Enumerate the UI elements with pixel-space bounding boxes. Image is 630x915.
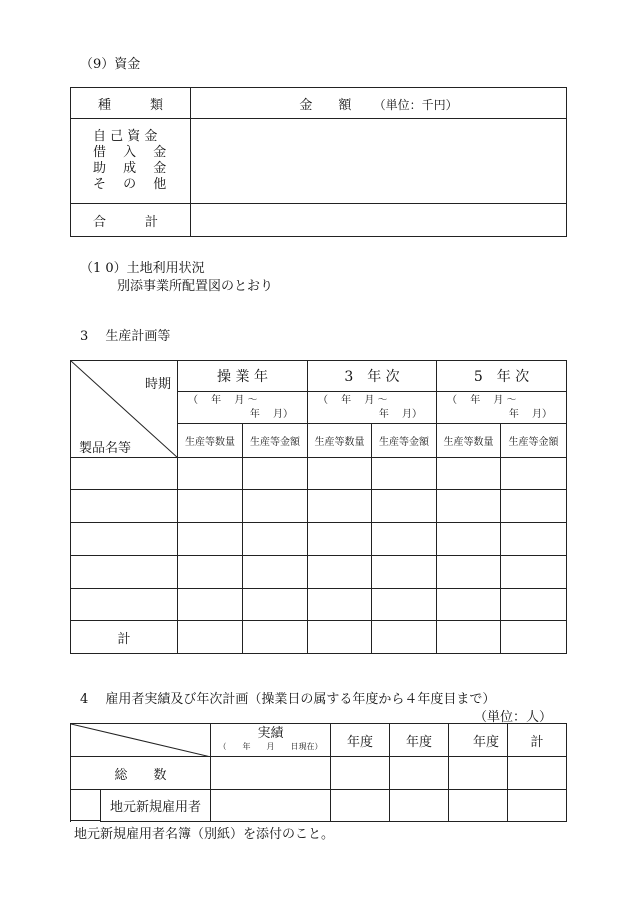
value-cell[interactable] [372,490,437,523]
value-cell[interactable] [308,490,372,523]
funds-item: 助 成 金 [93,161,167,176]
section-3-heading: 3 生産計画等 [80,329,171,344]
production-total-row [71,621,567,654]
value-cell[interactable] [501,556,567,589]
value-cell[interactable] [501,589,567,621]
product-cell[interactable] [71,458,178,490]
section-10-note: 別添事業所配置図のとおり [117,279,274,294]
value-cell[interactable] [508,790,567,822]
period-2-label: 5 年 次 [437,361,567,392]
production-table [70,360,567,654]
value-cell[interactable] [437,490,501,523]
period-range-end: 年 月） [249,408,293,420]
value-cell[interactable] [178,490,243,523]
section-10-heading: （1 0）土地利用状況 [80,261,205,276]
year-header: 年度 [449,724,508,757]
value-cell[interactable] [308,523,372,556]
value-cell[interactable] [501,490,567,523]
value-cell[interactable] [501,621,567,654]
value-cell[interactable] [437,556,501,589]
value-cell[interactable] [308,556,372,589]
production-row [71,523,567,556]
value-cell[interactable] [437,589,501,621]
period-2-range [437,392,567,424]
value-cell[interactable] [178,556,243,589]
funds-table [70,87,567,237]
employment-footnote: 地元新規雇用者名簿（別紙）を添付のこと。 [74,827,335,842]
product-cell[interactable] [71,490,178,523]
period-0-label: 操 業 年 [178,361,308,392]
value-cell[interactable] [331,790,390,822]
period-range-start: （ 年 月 ～ [318,394,388,406]
actual-header [211,724,331,757]
value-cell[interactable] [437,621,501,654]
value-cell[interactable] [501,523,567,556]
employment-table [70,723,567,822]
actual-date: （ 年 月 日現在） [218,742,323,751]
amt-header: 生産等金額 [243,424,308,458]
value-cell[interactable] [178,621,243,654]
production-total-label: 計 [71,621,178,654]
year-header: 年度 [390,724,449,757]
total-count-label: 総 数 [71,757,211,790]
product-label: 製品名等 [79,441,132,456]
funds-col-amount [191,88,567,119]
product-cell[interactable] [71,523,178,556]
value-cell[interactable] [372,458,437,490]
total-header: 計 [508,724,567,757]
value-cell[interactable] [390,757,449,790]
product-cell[interactable] [71,556,178,589]
value-cell[interactable] [308,458,372,490]
funds-unit: （単位：千円） [373,97,458,112]
production-corner-cell [71,361,178,458]
value-cell[interactable] [178,458,243,490]
funds-total-cell[interactable] [191,204,567,237]
production-row [71,556,567,589]
period-0-range [178,392,308,424]
production-row [71,490,567,523]
qty-header: 生産等数量 [178,424,243,458]
employment-unit: （単位：人） [473,710,552,725]
diagonal-line [71,724,211,757]
section-4-heading: 4 雇用者実績及び年次計画（操業日の属する年度から４年度目まで） [80,692,496,707]
value-cell[interactable] [178,523,243,556]
value-cell[interactable] [243,458,308,490]
period-range-start: （ 年 月 ～ [447,394,517,406]
value-cell[interactable] [178,589,243,621]
value-cell[interactable] [243,589,308,621]
value-cell[interactable] [437,458,501,490]
value-cell[interactable] [243,556,308,589]
period-1-range [308,392,437,424]
funds-item: そ の 他 [93,177,167,192]
value-cell[interactable] [449,790,508,822]
value-cell[interactable] [390,790,449,822]
value-cell[interactable] [437,523,501,556]
value-cell[interactable] [243,523,308,556]
value-cell[interactable] [243,621,308,654]
actual-label: 実績 [257,726,284,741]
section-9-heading: （9）資金 [80,57,141,72]
funds-item: 自 己 資 金 [93,129,158,144]
funds-item: 借 入 金 [93,145,167,160]
funds-col-type: 種 類 [71,88,191,119]
value-cell[interactable] [449,757,508,790]
value-cell[interactable] [331,757,390,790]
year-header: 年度 [331,724,390,757]
value-cell[interactable] [372,621,437,654]
funds-total-label: 合 計 [71,204,191,237]
production-row [71,589,567,621]
funds-amount-label: 金 額 [299,97,352,113]
value-cell[interactable] [308,589,372,621]
period-range-end: 年 月） [508,408,553,420]
period-range-start: （ 年 月 ～ [188,394,258,406]
qty-header: 生産等数量 [308,424,372,458]
value-cell[interactable] [372,523,437,556]
value-cell[interactable] [308,621,372,654]
amt-header: 生産等金額 [501,424,567,458]
funds-items-cell [71,119,191,204]
spacer-bottom-border [70,820,100,821]
funds-amount-cell[interactable] [191,119,567,204]
value-cell[interactable] [211,757,331,790]
employment-corner-cell [71,724,211,757]
production-row [71,458,567,490]
period-1-label: 3 年 次 [308,361,437,392]
amt-header: 生産等金額 [372,424,437,458]
indent-spacer [71,790,101,822]
value-cell[interactable] [372,556,437,589]
product-cell[interactable] [71,589,178,621]
value-cell[interactable] [372,589,437,621]
value-cell[interactable] [243,490,308,523]
period-label: 時期 [144,377,171,392]
value-cell[interactable] [508,757,567,790]
period-range-end: 年 月） [378,408,423,420]
value-cell[interactable] [501,458,567,490]
local-label: 地元新規雇用者 [101,790,211,822]
qty-header: 生産等数量 [437,424,501,458]
value-cell[interactable] [211,790,331,822]
